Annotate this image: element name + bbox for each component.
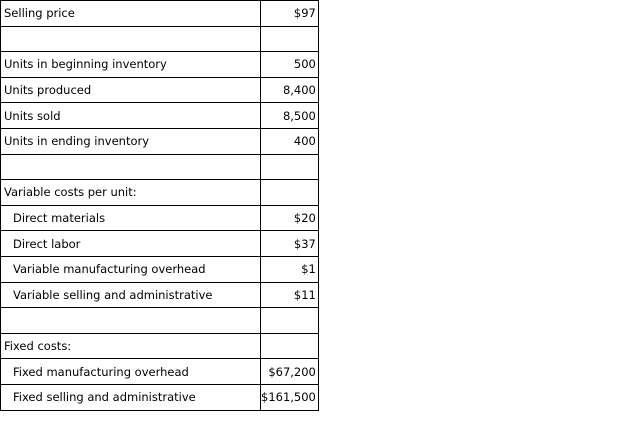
row-value [261, 180, 319, 206]
row-value: 400 [261, 128, 319, 154]
row-value: $20 [261, 205, 319, 231]
row-label: Direct materials [1, 205, 261, 231]
table-row-blank [1, 154, 319, 180]
row-label: Units sold [1, 103, 261, 129]
row-value [261, 154, 319, 180]
table-row-units-beginning-inventory [1, 52, 319, 78]
row-label: Fixed selling and administrative [1, 384, 261, 410]
table-row-fixed-manufacturing-overhead [1, 359, 319, 385]
row-label: Variable selling and administrative [1, 282, 261, 308]
cost-data-table-body [1, 1, 319, 411]
row-label: Units in beginning inventory [1, 52, 261, 78]
row-label: Fixed costs: [1, 333, 261, 359]
row-label: Units produced [1, 77, 261, 103]
table-row-fixed-selling-administrative [1, 384, 319, 410]
table-row-variable-manufacturing-overhead [1, 256, 319, 282]
row-label: Fixed manufacturing overhead [1, 359, 261, 385]
row-value [261, 308, 319, 334]
table-row-direct-labor [1, 231, 319, 257]
table-row-variable-costs-header [1, 180, 319, 206]
table-row-selling-price [1, 1, 319, 27]
row-value: $67,200 [261, 359, 319, 385]
row-value: $97 [261, 1, 319, 27]
row-label [1, 26, 261, 52]
row-label [1, 308, 261, 334]
row-value: $161,500 [261, 384, 319, 410]
row-value: 8,500 [261, 103, 319, 129]
table-row-variable-selling-administrative [1, 282, 319, 308]
table-row-units-sold [1, 103, 319, 129]
table-row-units-produced [1, 77, 319, 103]
table-row-blank [1, 26, 319, 52]
table-row-fixed-costs-header [1, 333, 319, 359]
cost-data-table [0, 0, 319, 411]
row-value: $11 [261, 282, 319, 308]
row-value: $1 [261, 256, 319, 282]
row-label: Direct labor [1, 231, 261, 257]
table-row-blank [1, 308, 319, 334]
row-value [261, 333, 319, 359]
table-row-units-ending-inventory [1, 128, 319, 154]
row-label: Variable costs per unit: [1, 180, 261, 206]
row-value: 8,400 [261, 77, 319, 103]
row-label: Selling price [1, 1, 261, 27]
row-label: Units in ending inventory [1, 128, 261, 154]
row-label [1, 154, 261, 180]
table-row-direct-materials [1, 205, 319, 231]
row-label: Variable manufacturing overhead [1, 256, 261, 282]
row-value: 500 [261, 52, 319, 78]
row-value [261, 26, 319, 52]
row-value: $37 [261, 231, 319, 257]
